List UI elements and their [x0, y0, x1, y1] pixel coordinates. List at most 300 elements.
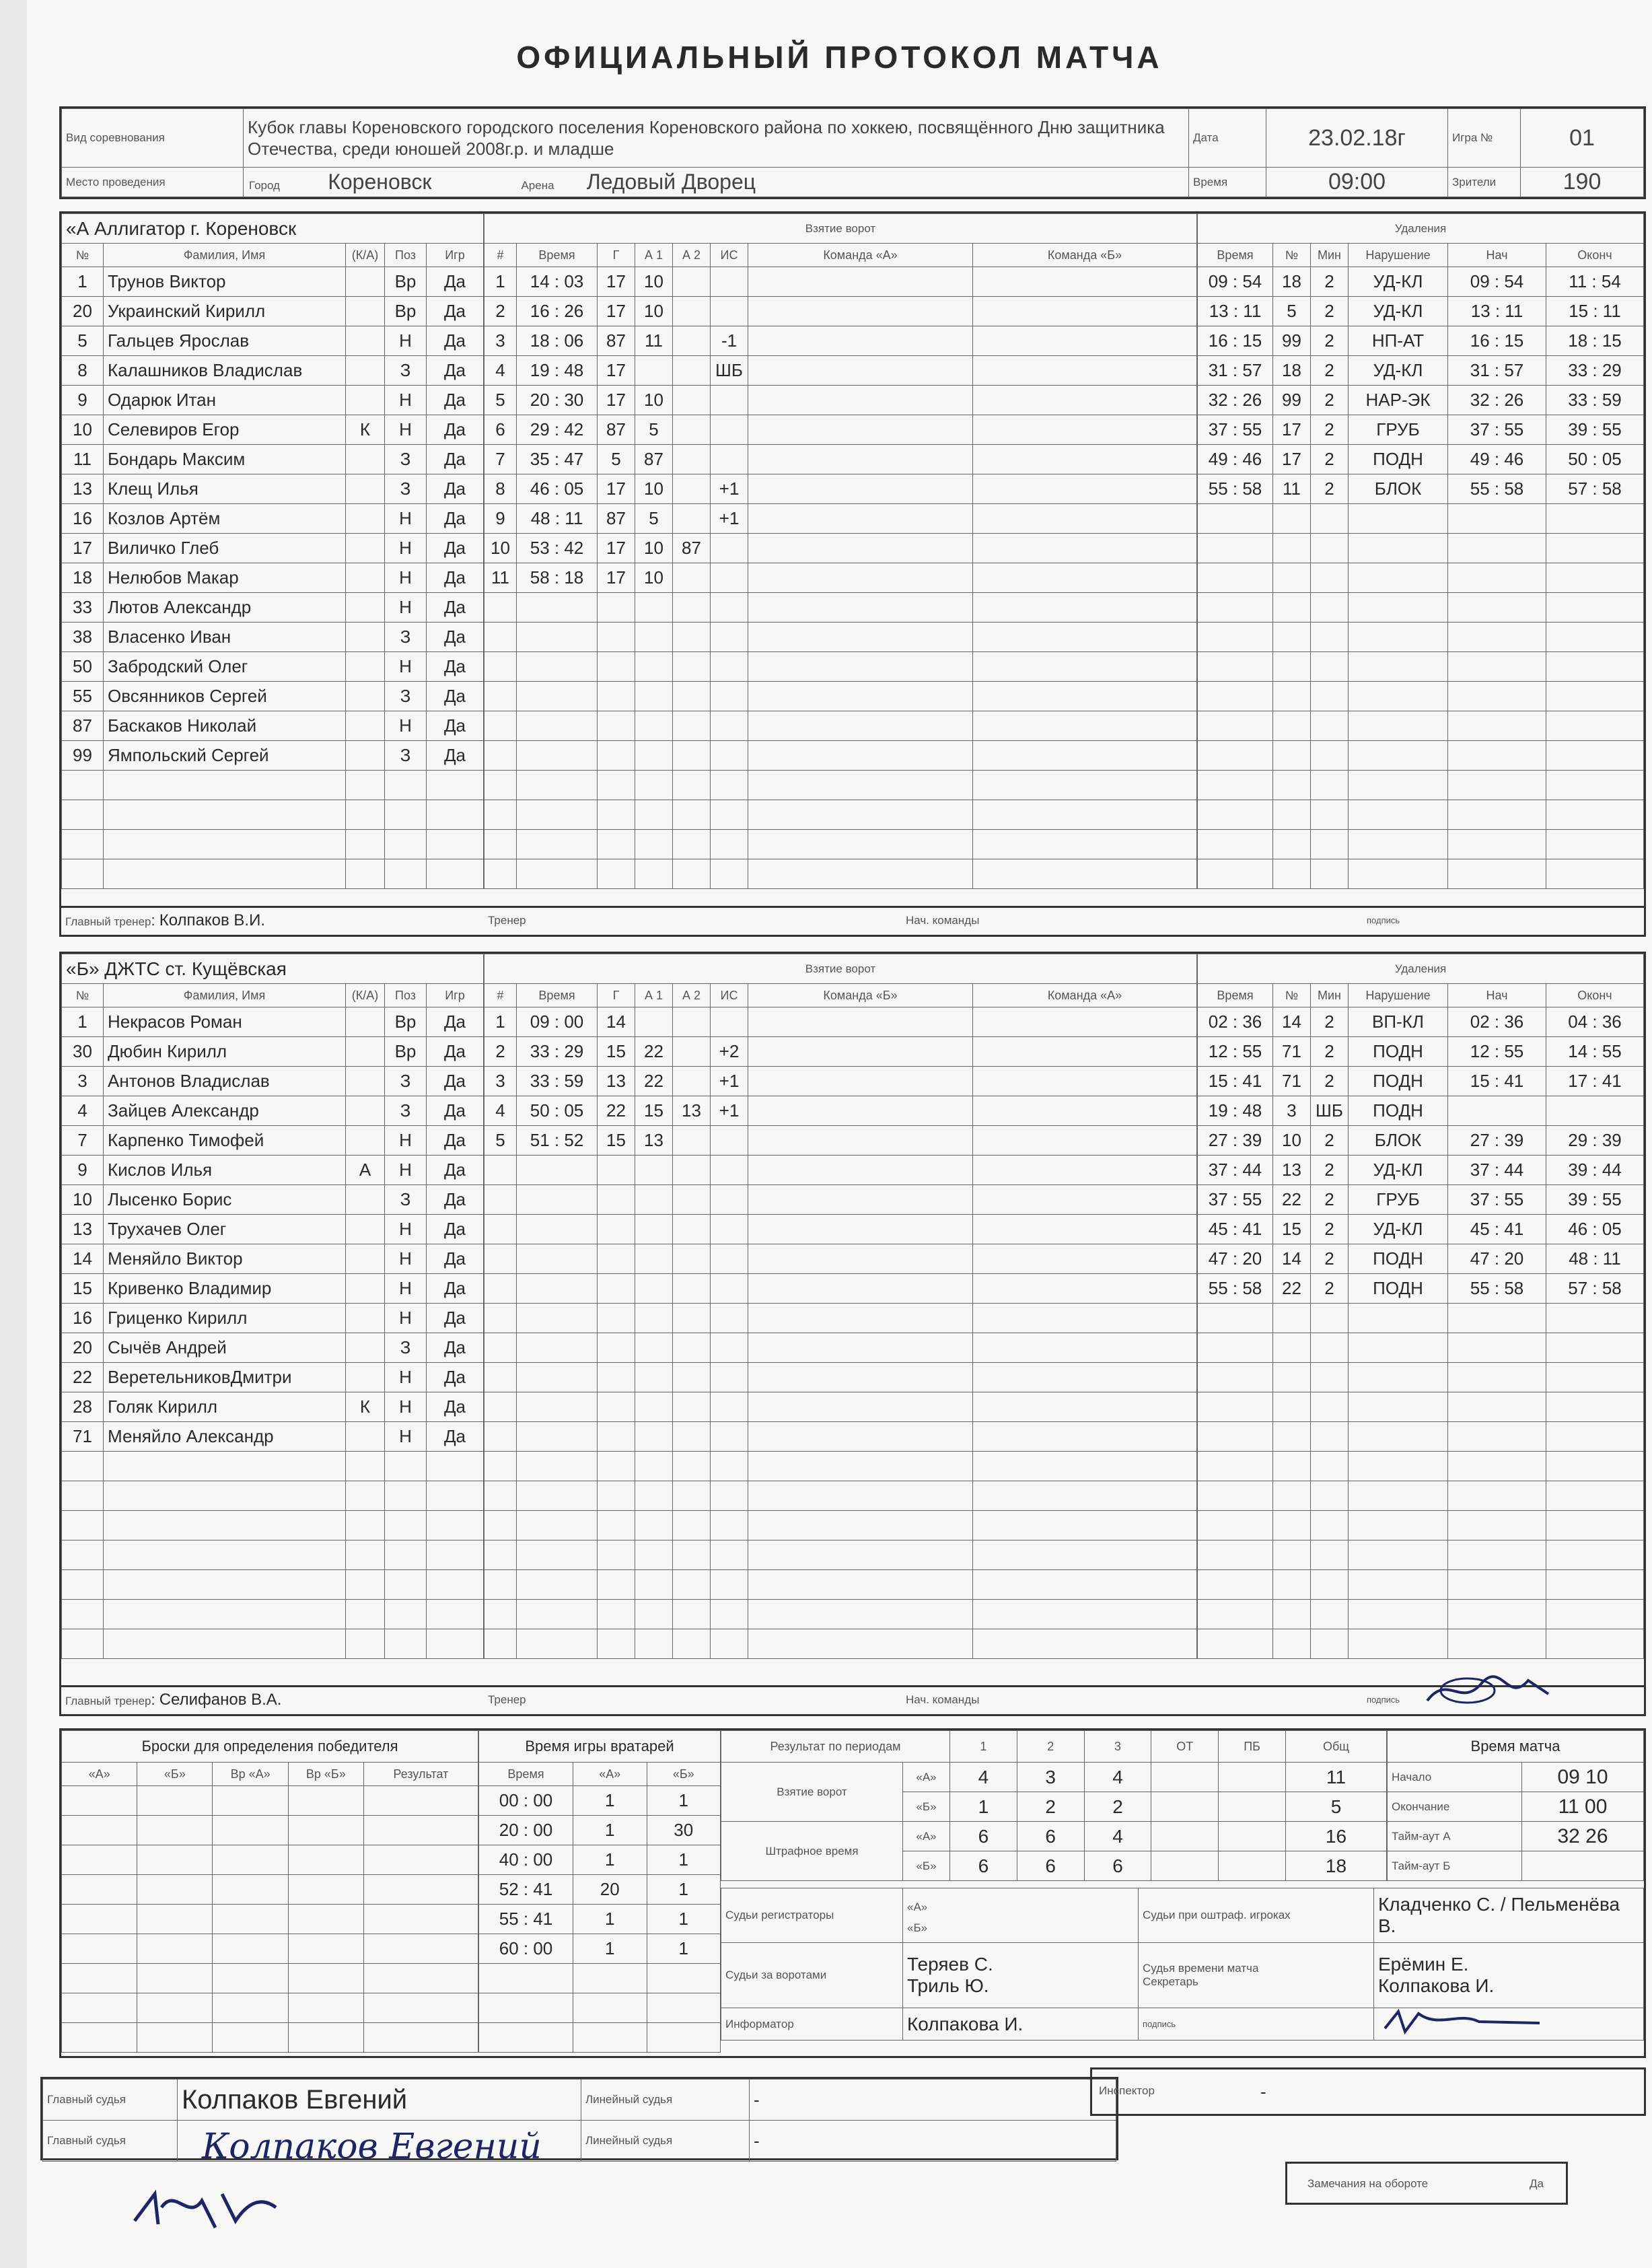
player-number: 20: [62, 297, 104, 326]
penalty-time: [1198, 1304, 1273, 1333]
time-secretary-values: [1374, 1943, 1644, 2008]
player-played: [427, 1511, 484, 1540]
goal-team-b-cell: [973, 1244, 1197, 1274]
goal-assist-2: [673, 1481, 711, 1511]
goal-situation: [711, 445, 748, 474]
penalty-start: [1448, 1363, 1546, 1392]
col-played: Игр: [427, 984, 484, 1007]
goal-team-a-cell: [748, 771, 973, 800]
goal-team-a-cell: [748, 682, 973, 711]
player-number: 11: [62, 445, 104, 474]
penalty-infraction: ПОДН: [1349, 1037, 1448, 1067]
gk-row: [479, 1875, 721, 1905]
goals-title: Взятие ворот: [484, 954, 1197, 984]
goal-number: 11: [484, 563, 517, 593]
player-name: Калашников Владислав: [104, 356, 346, 386]
col-a1: А 1: [635, 244, 673, 267]
head-coach-label: Главный тренер: [65, 1695, 151, 1707]
player-number: [62, 1540, 104, 1570]
goal-assist-2: [673, 1215, 711, 1244]
city-value: Кореновск: [328, 170, 432, 194]
goal-scorer: [598, 682, 635, 711]
match-summary: [59, 1728, 1646, 2058]
spectators-label: Зрители: [1448, 168, 1521, 197]
penalty-player: [1273, 623, 1311, 652]
player-row: [62, 682, 484, 711]
goal-assist-2: [673, 1363, 711, 1392]
goal-number: 1: [484, 267, 517, 297]
goal-row: [484, 652, 1197, 682]
goal-assist-2: [673, 1570, 711, 1600]
goal-team-a-cell: [748, 326, 973, 356]
goal-assist-2: [673, 504, 711, 534]
player-row: [62, 504, 484, 534]
player-position: [385, 1511, 427, 1540]
player-row: [62, 1215, 484, 1244]
goal-team-b-cell: [973, 682, 1197, 711]
penalty-end: 11 : 54: [1546, 267, 1644, 297]
city-label: Город: [249, 179, 280, 192]
player-row: [62, 1570, 484, 1600]
goal-assist-1: [635, 682, 673, 711]
goal-assist-2: [673, 1629, 711, 1659]
shootout-cell: [288, 1934, 363, 1964]
goal-team-a-cell: [748, 1540, 973, 1570]
gk-col-b: «Б»: [647, 1763, 721, 1786]
goal-row: [484, 623, 1197, 652]
penalty-player: [1273, 563, 1311, 593]
penalty-row: [1198, 267, 1644, 297]
player-captain-mark: [346, 563, 385, 593]
penalty-player: [1273, 1511, 1311, 1540]
penalty-row: [1198, 1481, 1644, 1511]
goal-assist-2: [673, 1156, 711, 1185]
goal-scorer: [598, 1422, 635, 1452]
goal-team-b-cell: [973, 474, 1197, 504]
goal-time: 33 : 29: [517, 1037, 598, 1067]
goal-assist-2: [673, 652, 711, 682]
penalty-time: 37 : 44: [1198, 1156, 1273, 1185]
start-label: Начало: [1388, 1763, 1522, 1792]
goal-team-a-cell: [748, 1600, 973, 1629]
reg-b-tag: «Б»: [907, 1921, 928, 1934]
penalty-minutes: [1311, 800, 1349, 830]
player-name: Бондарь Максим: [104, 445, 346, 474]
penalty-end: 14 : 55: [1546, 1037, 1644, 1067]
goal-row: [484, 1126, 1197, 1156]
penalty-row: [1198, 445, 1644, 474]
penalty-row: [1198, 1244, 1644, 1274]
player-number: 7: [62, 1126, 104, 1156]
player-played: [427, 1540, 484, 1570]
period-results: [721, 1730, 1387, 1881]
penalty-minutes: [1311, 1511, 1349, 1540]
player-position: [385, 1540, 427, 1570]
penalty-time: [1198, 504, 1273, 534]
reg-a-tag: «А»: [907, 1901, 928, 1913]
player-captain-mark: [346, 297, 385, 326]
penalty-player: 14: [1273, 1007, 1311, 1037]
player-row: [62, 1096, 484, 1126]
player-position: Н: [385, 1156, 427, 1185]
shootout-cell: [62, 2023, 137, 2053]
shootout-row: [62, 1905, 478, 1934]
penalty-start: [1448, 1096, 1546, 1126]
goal-number: [484, 859, 517, 889]
goal-number: [484, 1392, 517, 1422]
penalty-start: 15 : 41: [1448, 1067, 1546, 1096]
goal-team-b-cell: [973, 1037, 1197, 1067]
player-name: Овсянников Сергей: [104, 682, 346, 711]
inspector-value: -: [1260, 2082, 1266, 2102]
penalty-row: [1198, 1600, 1644, 1629]
player-captain-mark: [346, 1570, 385, 1600]
gk-team-b: [647, 2023, 721, 2053]
period-3: 3: [1084, 1731, 1151, 1763]
gk-time: [479, 1993, 573, 2023]
player-captain-mark: [346, 830, 385, 859]
goal-assist-1: [635, 1629, 673, 1659]
penalty-time: [1198, 1333, 1273, 1363]
goal-row: [484, 800, 1197, 830]
goal-assist-1: [635, 623, 673, 652]
gk-time: 40 : 00: [479, 1845, 573, 1875]
team-chief-label: Нач. команды: [906, 914, 980, 927]
player-captain-mark: [346, 1540, 385, 1570]
goal-assist-2: [673, 771, 711, 800]
col-a2: А 2: [673, 244, 711, 267]
goal-row: [484, 445, 1197, 474]
penalty-infraction: [1349, 563, 1448, 593]
period-row-label: Взятие ворот: [721, 1763, 903, 1822]
player-name: Баскаков Николай: [104, 711, 346, 741]
penalty-infraction: ГРУБ: [1349, 1185, 1448, 1215]
penalty-end: 39 : 55: [1546, 415, 1644, 445]
goal-time: [517, 1511, 598, 1540]
shootout-table: [61, 1730, 478, 2053]
goal-assist-2: [673, 1007, 711, 1037]
player-captain-mark: [346, 771, 385, 800]
penalty-minutes: 2: [1311, 1215, 1349, 1244]
penalty-player: 99: [1273, 326, 1311, 356]
goal-assist-2: [673, 1037, 711, 1067]
penalty-row: [1198, 1570, 1644, 1600]
team-a-goals: [484, 213, 1197, 889]
goal-scorer: [598, 1304, 635, 1333]
player-played: Да: [427, 623, 484, 652]
gk-time: 20 : 00: [479, 1816, 573, 1845]
goal-assist-1: [635, 1274, 673, 1304]
goal-team-b-cell: [973, 297, 1197, 326]
player-row: [62, 623, 484, 652]
player-captain-mark: А: [346, 1156, 385, 1185]
player-position: Н: [385, 1422, 427, 1452]
player-played: Да: [427, 415, 484, 445]
player-row: [62, 474, 484, 504]
player-played: Да: [427, 1215, 484, 1244]
goal-number: [484, 1570, 517, 1600]
player-captain-mark: [346, 1422, 385, 1452]
penalty-minutes: [1311, 711, 1349, 741]
goal-assist-2: [673, 1244, 711, 1274]
player-position: [385, 771, 427, 800]
goal-team-a-cell: [748, 1392, 973, 1422]
penalty-minutes: [1311, 1481, 1349, 1511]
goal-situation: [711, 741, 748, 771]
player-played: Да: [427, 1363, 484, 1392]
goal-time: [517, 1333, 598, 1363]
goal-assist-2: [673, 474, 711, 504]
penalty-end: 04 : 36: [1546, 1007, 1644, 1037]
team-a-head-coach: Колпаков В.И.: [159, 911, 265, 929]
player-row: [62, 445, 484, 474]
penalty-end: [1546, 1422, 1644, 1452]
penalty-start: 16 : 15: [1448, 326, 1546, 356]
penalty-infraction: ПОДН: [1349, 1067, 1448, 1096]
goal-assist-1: [635, 356, 673, 386]
goal-team-a-cell: [748, 1274, 973, 1304]
player-row: [62, 1392, 484, 1422]
goal-situation: [711, 1185, 748, 1215]
goal-scorer: 17: [598, 297, 635, 326]
shootout-cell: [137, 1964, 213, 1993]
goal-team-b-cell: [973, 1304, 1197, 1333]
player-number: 50: [62, 652, 104, 682]
goal-row: [484, 415, 1197, 445]
col-no: №: [62, 984, 104, 1007]
col-pen-infraction: Нарушение: [1349, 244, 1448, 267]
player-name: Карпенко Тимофей: [104, 1126, 346, 1156]
goal-team-a-cell: [748, 1126, 973, 1156]
goal-number: [484, 1215, 517, 1244]
team-a-penalties: [1197, 213, 1644, 889]
time-secretary-labels: [1139, 1943, 1374, 2008]
penalty-time: 31 : 57: [1198, 356, 1273, 386]
goal-row: [484, 534, 1197, 563]
player-row: [62, 859, 484, 889]
penalty-time: 32 : 26: [1198, 386, 1273, 415]
goal-time: 09 : 00: [517, 1007, 598, 1037]
goal-situation: [711, 1392, 748, 1422]
goal-number: [484, 682, 517, 711]
player-row: [62, 1185, 484, 1215]
goal-assist-1: [635, 1452, 673, 1481]
shootout-cell: [62, 1993, 137, 2023]
goal-team-b-cell: [973, 859, 1197, 889]
player-captain-mark: [346, 1452, 385, 1481]
goal-scorer: 17: [598, 356, 635, 386]
goal-number: [484, 652, 517, 682]
player-row: [62, 1333, 484, 1363]
penalty-time: [1198, 623, 1273, 652]
penalty-end: 29 : 39: [1546, 1126, 1644, 1156]
penalty-end: [1546, 771, 1644, 800]
goal-team-a-cell: [748, 830, 973, 859]
penalty-infraction: БЛОК: [1349, 1126, 1448, 1156]
shootout-cell: [288, 1816, 363, 1845]
team-b-coaches-row: Главный тренер: Селифанов В.А. Тренер Нач. команды подпись: [61, 1685, 1644, 1714]
goal-team-b-cell: [973, 1422, 1197, 1452]
penalty-time: [1198, 534, 1273, 563]
col-goal-time: Время: [517, 244, 598, 267]
goal-assist-1: 10: [635, 563, 673, 593]
goal-scorer: [598, 1156, 635, 1185]
penalty-end: [1546, 1600, 1644, 1629]
goal-time: [517, 682, 598, 711]
period-value: [1219, 1763, 1286, 1792]
player-row: [62, 1274, 484, 1304]
penalty-start: [1448, 859, 1546, 889]
penalty-row: [1198, 1629, 1644, 1659]
goal-time: [517, 1185, 598, 1215]
goal-assist-2: [673, 415, 711, 445]
goal-assist-2: [673, 1511, 711, 1540]
penalty-time: 02 : 36: [1198, 1007, 1273, 1037]
player-row: [62, 415, 484, 445]
player-row: [62, 1037, 484, 1067]
gk-team-b: 1: [647, 1875, 721, 1905]
shootout-cell: [363, 1934, 478, 1964]
player-number: 18: [62, 563, 104, 593]
col-is: ИС: [711, 244, 748, 267]
inspector-block: [1090, 2067, 1646, 2116]
team-b-head-coach: Селифанов В.А.: [159, 1691, 282, 1709]
goal-judge-2: Триль Ю.: [907, 1975, 989, 1996]
penalty-player: [1273, 682, 1311, 711]
goal-row: [484, 1156, 1197, 1185]
goal-number: 9: [484, 504, 517, 534]
goal-team-a-cell: [748, 652, 973, 682]
player-name: Гальцев Ярослав: [104, 326, 346, 356]
goal-scorer: [598, 1511, 635, 1540]
player-position: [385, 1600, 427, 1629]
penalty-player: 10: [1273, 1126, 1311, 1156]
goals-title: Взятие ворот: [484, 214, 1197, 244]
goal-assist-2: [673, 1422, 711, 1452]
shootout-row: [62, 2023, 478, 2053]
penalty-infraction: [1349, 1333, 1448, 1363]
player-played: Да: [427, 356, 484, 386]
goal-assist-1: [635, 1422, 673, 1452]
penalty-start: 45 : 41: [1448, 1215, 1546, 1244]
penalty-time: 12 : 55: [1198, 1037, 1273, 1067]
penalty-minutes: ШБ: [1311, 1096, 1349, 1126]
player-played: Да: [427, 1333, 484, 1363]
goal-team-a-cell: [748, 1511, 973, 1540]
goal-assist-2: 87: [673, 534, 711, 563]
shootout-cell: [363, 1816, 478, 1845]
player-captain-mark: [346, 1629, 385, 1659]
penalty-minutes: [1311, 593, 1349, 623]
goal-time: 16 : 26: [517, 297, 598, 326]
goal-situation: [711, 1363, 748, 1392]
goal-time: [517, 711, 598, 741]
goal-time: 48 : 11: [517, 504, 598, 534]
player-name: Виличко Глеб: [104, 534, 346, 563]
player-row: [62, 1540, 484, 1570]
penalty-player: 15: [1273, 1215, 1311, 1244]
period-value: [1151, 1763, 1219, 1792]
player-captain-mark: [346, 593, 385, 623]
penalty-row: [1198, 859, 1644, 889]
penalty-infraction: [1349, 1363, 1448, 1392]
secretary-signature: [1374, 2008, 1644, 2041]
goal-time: [517, 859, 598, 889]
goal-time: [517, 1274, 598, 1304]
player-number: 17: [62, 534, 104, 563]
goal-number: [484, 741, 517, 771]
penalty-start: 32 : 26: [1448, 386, 1546, 415]
penalty-minutes: [1311, 1422, 1349, 1452]
goal-time: [517, 593, 598, 623]
player-name: Кислов Илья: [104, 1156, 346, 1185]
player-captain-mark: [346, 741, 385, 771]
col-pen-min: Мин: [1311, 244, 1349, 267]
gk-col-time: Время: [479, 1763, 573, 1786]
goal-situation: [711, 563, 748, 593]
goal-number: 8: [484, 474, 517, 504]
player-position: [385, 1452, 427, 1481]
shootout-cell: [62, 1816, 137, 1845]
goal-scorer: [598, 1185, 635, 1215]
player-number: 13: [62, 1215, 104, 1244]
player-name: [104, 1600, 346, 1629]
goal-assist-1: 10: [635, 267, 673, 297]
penalty-minutes: [1311, 859, 1349, 889]
goal-assist-2: [673, 326, 711, 356]
penalty-player: 18: [1273, 267, 1311, 297]
penalty-player: [1273, 741, 1311, 771]
penalty-player: [1273, 859, 1311, 889]
main-judge-value: Колпаков Евгений: [178, 2080, 581, 2121]
player-number: 9: [62, 1156, 104, 1185]
penalty-start: 31 : 57: [1448, 356, 1546, 386]
goal-situation: [711, 297, 748, 326]
goal-assist-1: [635, 1007, 673, 1037]
goal-assist-1: 87: [635, 445, 673, 474]
player-position: З: [385, 682, 427, 711]
penalty-start: [1448, 534, 1546, 563]
gk-time: 60 : 00: [479, 1934, 573, 1964]
col-pen-start: Нач: [1448, 244, 1546, 267]
remarks-value: Да: [1530, 2177, 1544, 2190]
goal-row: [484, 504, 1197, 534]
penalty-end: [1546, 1629, 1644, 1659]
goal-row: [484, 1037, 1197, 1067]
penalty-player: [1273, 771, 1311, 800]
penalty-infraction: ГРУБ: [1349, 415, 1448, 445]
goal-number: [484, 1422, 517, 1452]
goal-assist-1: 10: [635, 297, 673, 326]
goal-scorer: [598, 1215, 635, 1244]
goal-number: 4: [484, 356, 517, 386]
goal-row: [484, 1540, 1197, 1570]
line-judge-1-value: -: [750, 2080, 1116, 2121]
goal-row: [484, 1452, 1197, 1481]
goal-number: [484, 771, 517, 800]
gk-time: [479, 2023, 573, 2053]
player-number: [62, 1452, 104, 1481]
shootout-cell: [363, 2023, 478, 2053]
col-pen-min: Мин: [1311, 984, 1349, 1007]
team-a-name: «А Аллигатор г. Кореновск: [62, 214, 484, 244]
goal-scorer: 14: [598, 1007, 635, 1037]
shootout-row: [62, 1845, 478, 1875]
player-captain-mark: [346, 474, 385, 504]
penalty-player: [1273, 1422, 1311, 1452]
player-captain-mark: [346, 711, 385, 741]
gk-team-a: [573, 1964, 647, 1993]
